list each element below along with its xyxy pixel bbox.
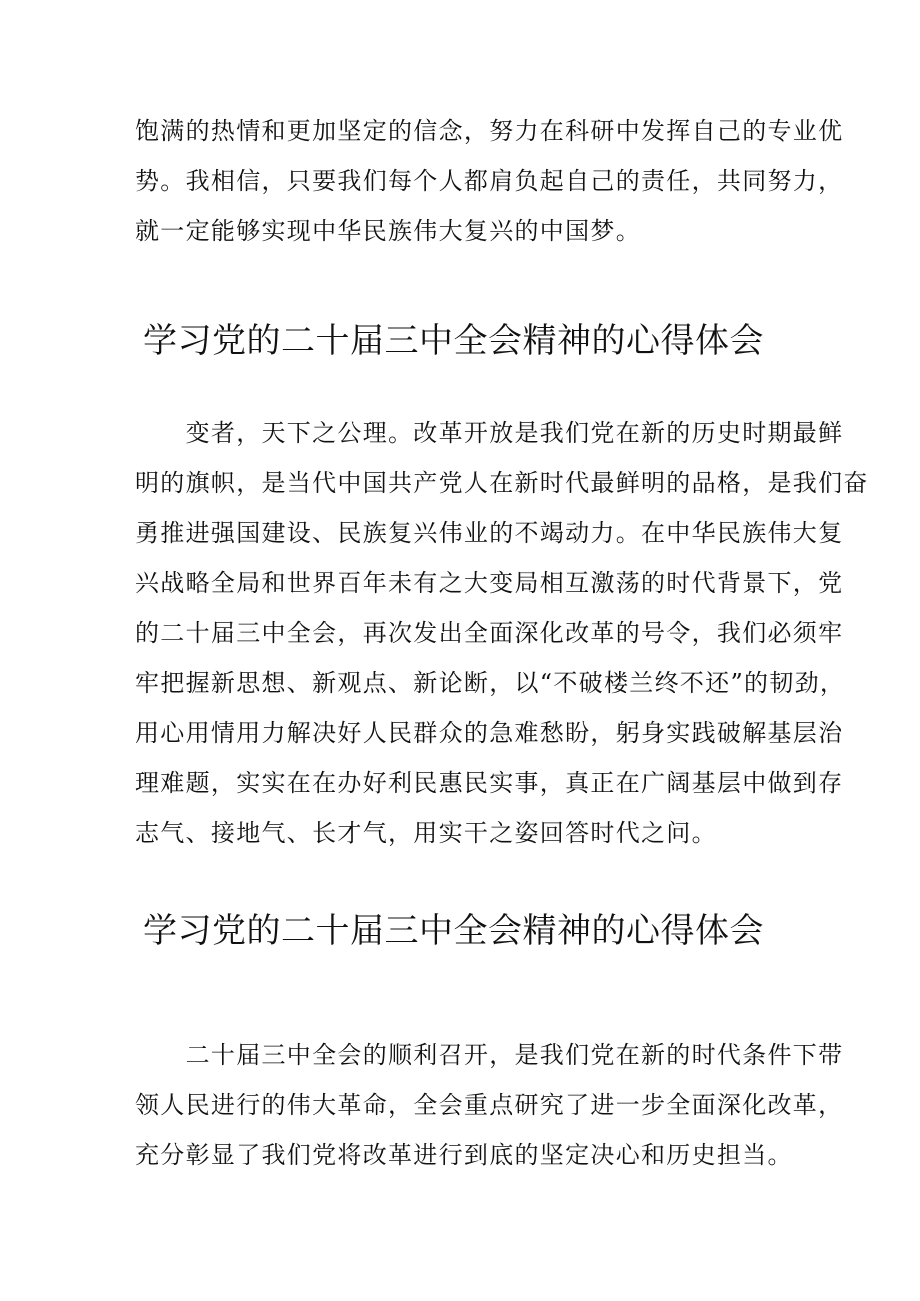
paragraph-line: 的二十届三中全会，再次发出全面深化改革的号令，我们必须牢 — [135, 619, 844, 647]
paragraph-line: 勇推进强国建设、民族复兴伟业的不竭动力。在中华民族伟大复 — [135, 519, 844, 547]
paragraph-line: 变者，天下之公理。改革开放是我们党在新的历史时期最鲜 — [135, 419, 844, 447]
paragraph-line: 明的旗帜，是当代中国共产党人在新时代最鲜明的品格，是我们奋 — [135, 469, 869, 497]
section-heading: 学习党的二十届三中全会精神的心得体会 — [143, 321, 764, 361]
paragraph-line: 兴战略全局和世界百年未有之大变局相互激荡的时代背景下，党 — [135, 569, 844, 597]
paragraph-line: 充分彰显了我们党将改革进行到底的坚定决心和历史担当。 — [135, 1141, 793, 1169]
paragraph-line: 理难题，实实在在办好利民惠民实事，真正在广阔基层中做到存 — [135, 769, 844, 797]
paragraph-line: 势。我相信，只要我们每个人都肩负起自己的责任，共同努力， — [135, 167, 844, 195]
paragraph-line: 志气、接地气、长才气，用实干之姿回答时代之问。 — [135, 819, 717, 847]
paragraph-line: 就一定能够实现中华民族伟大复兴的中国梦。 — [135, 217, 641, 245]
body-paragraph — [135, 408, 869, 858]
paragraph-line: 用心用情用力解决好人民群众的急难愁盼，躬身实践破解基层治 — [135, 719, 844, 747]
paragraph-line: 领人民进行的伟大革命，全会重点研究了进一步全面深化改革， — [135, 1091, 844, 1119]
section-heading: 学习党的二十届三中全会精神的心得体会 — [143, 911, 764, 951]
body-paragraph — [135, 106, 844, 256]
paragraph-line: 饱满的热情和更加坚定的信念，努力在科研中发挥自己的专业优 — [135, 117, 844, 145]
body-paragraph — [135, 1030, 844, 1180]
paragraph-line: 牢把握新思想、新观点、新论断，以“不破楼兰终不还”的韧劲， — [135, 669, 846, 697]
paragraph-line: 二十届三中全会的顺利召开，是我们党在新的时代条件下带 — [135, 1041, 844, 1069]
